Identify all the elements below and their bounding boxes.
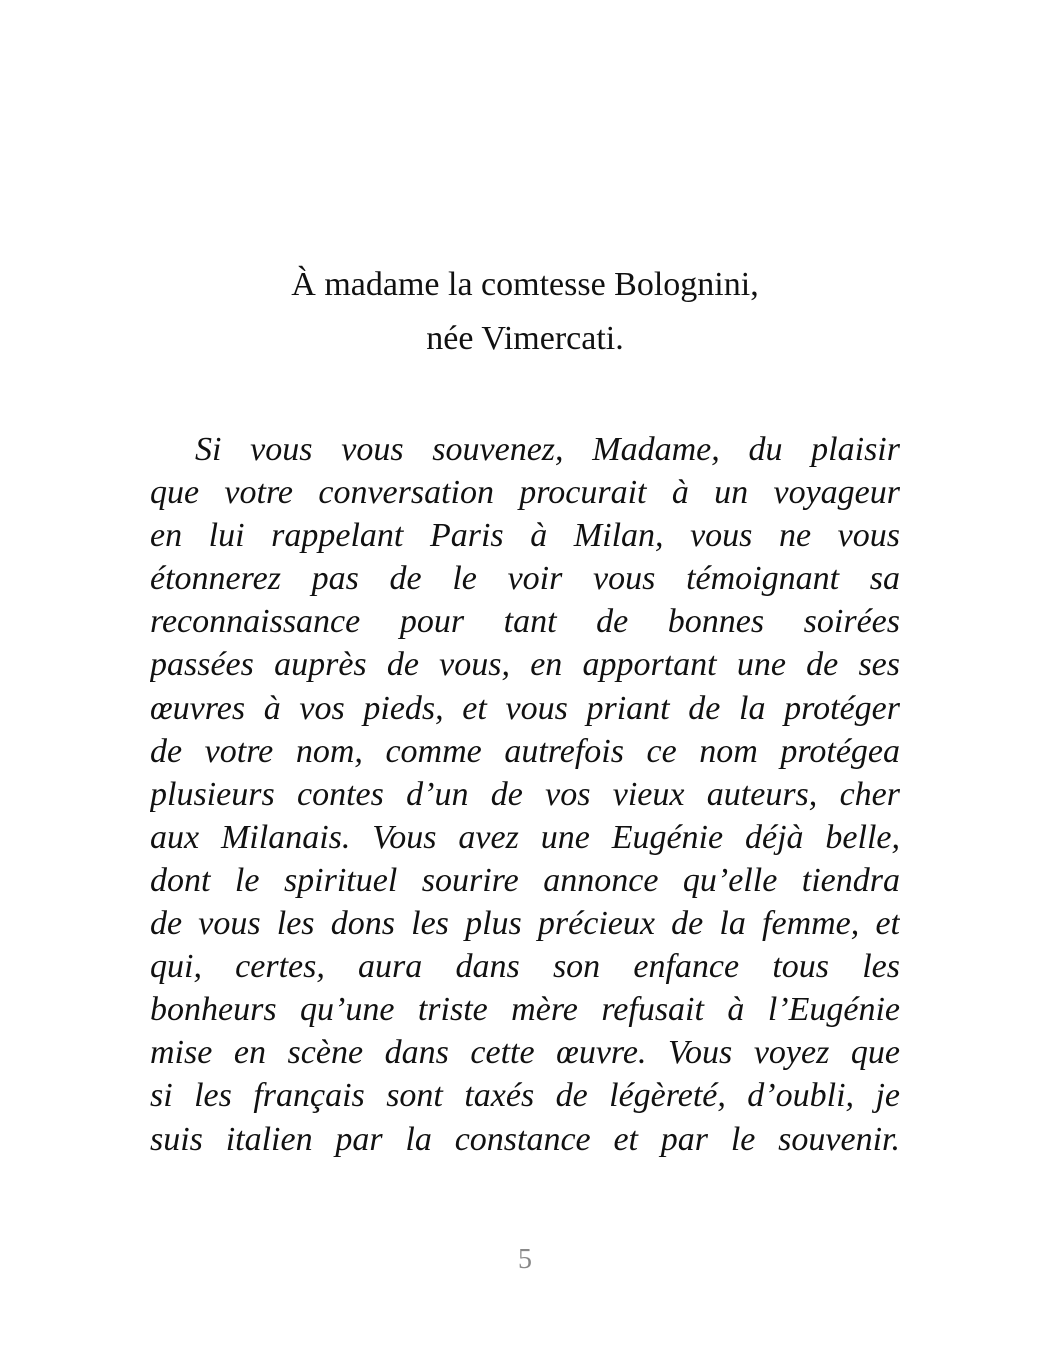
paragraph-line: si les français sont taxés de légèreté, d’oubli, je [150,1077,900,1115]
paragraph-line: plusieurs contes d’un de vos vieux auteurs, cher [150,775,900,813]
paragraph-line: étonnerez pas de le voir vous témoignant sa [150,560,900,598]
dedication [0,258,1050,366]
paragraph-line: suis italien par la constance et par le souvenir. [150,1120,900,1158]
dedication-line-1: À madame la comtesse Bolognini, [291,266,759,303]
page-number: 5 [518,1244,532,1275]
paragraph-line: en lui rappelant Paris à Milan, vous ne vous [150,517,900,555]
paragraph-line: œuvres à vos pieds, et vous priant de la protéger [150,689,900,727]
paragraph-line: reconnaissance pour tant de bonnes soirées [150,603,900,641]
dedication-line-2: née Vimercati. [426,320,624,357]
paragraph-line: passées auprès de vous, en apportant une de ses [150,646,900,684]
paragraph-line: que votre conversation procurait à un voyageur [150,474,900,512]
paragraph-line: qui, certes, aura dans son enfance tous les [150,948,900,986]
dedication-letter-paragraph [150,428,900,1161]
paragraph-line: mise en scène dans cette œuvre. Vous voyez que [150,1034,900,1072]
paragraph-line: de vous les dons les plus précieux de la femme, et [150,905,900,943]
paragraph-line: Si vous vous souvenez, Madame, du plaisir [195,431,900,468]
paragraph-line: dont le spirituel sourire annonce qu’elle tiendra [150,861,900,899]
paragraph-line: bonheurs qu’une triste mère refusait à l’Eugénie [150,991,900,1029]
paragraph-line: aux Milanais. Vous avez une Eugénie déjà belle, [150,818,900,856]
paragraph-line: de votre nom, comme autrefois ce nom protégea [150,732,900,770]
